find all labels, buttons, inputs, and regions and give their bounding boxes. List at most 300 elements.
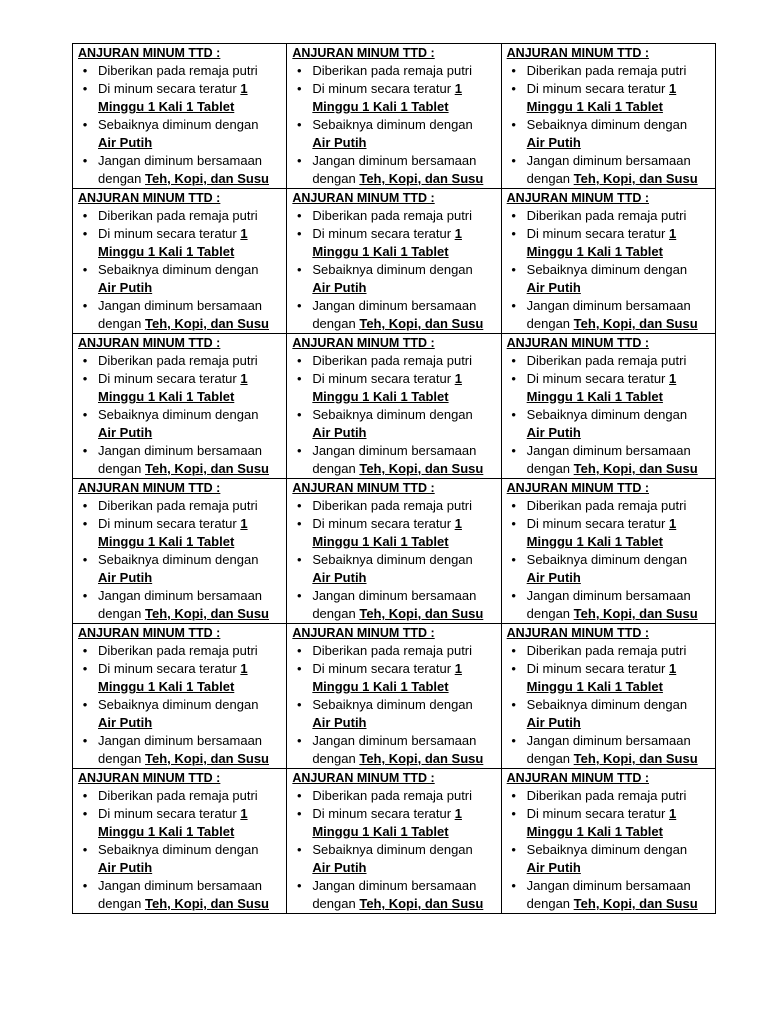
bullet-icon: • xyxy=(297,661,302,676)
bullet-icon: • xyxy=(82,552,88,567)
item-avoid-highlight: Teh, Kopi, dan Susu xyxy=(145,316,269,331)
item-avoid-text-b: dengan xyxy=(526,171,571,186)
card-item-list xyxy=(292,207,500,333)
card-item-list xyxy=(507,642,715,768)
bullet-icon: • xyxy=(297,353,302,368)
item-avoid-text-a: Jangan diminum bersamaan xyxy=(526,443,691,458)
item-schedule-highlight-b: Minggu 1 Kali 1 Tablet xyxy=(526,244,663,259)
item-schedule-highlight-a: 1 xyxy=(240,661,248,676)
label-card xyxy=(287,334,501,479)
item-schedule-prefix: Di minum xyxy=(526,226,582,241)
item-avoid-text-b: dengan xyxy=(526,896,571,911)
card-title: ANJURAN MINUM TTD : xyxy=(78,626,221,640)
item-schedule-text: secara teratur xyxy=(370,806,452,821)
item-water-highlight: Air Putih xyxy=(98,860,153,875)
card-item-given-to xyxy=(507,497,715,515)
item-water-text: Sebaiknya diminum dengan xyxy=(526,262,688,277)
item-water-text: Sebaiknya diminum dengan xyxy=(526,552,688,567)
label-row xyxy=(73,769,716,914)
item-water-highlight: Air Putih xyxy=(312,280,367,295)
card-item-avoid xyxy=(292,587,500,623)
bullet-icon: • xyxy=(511,842,516,857)
label-card xyxy=(73,479,287,624)
item-given-to-text: Diberikan pada remaja putri xyxy=(98,788,258,803)
item-avoid-text-b: dengan xyxy=(312,751,356,766)
card-item-avoid xyxy=(78,442,286,478)
item-schedule-text: secara teratur xyxy=(585,806,666,821)
item-schedule-highlight-a: 1 xyxy=(454,806,462,821)
card-item-schedule xyxy=(78,805,286,841)
item-water-text: Sebaiknya diminum dengan xyxy=(312,117,473,132)
label-row xyxy=(73,44,716,189)
bullet-icon: • xyxy=(82,443,88,458)
item-schedule-text: secara teratur xyxy=(585,371,666,386)
item-avoid-text-a: Jangan diminum bersamaan xyxy=(98,298,263,313)
bullet-icon: • xyxy=(297,298,302,313)
card-item-given-to xyxy=(292,62,500,80)
card-item-avoid xyxy=(507,587,715,623)
item-given-to-text: Diberikan pada remaja putri xyxy=(312,643,473,658)
item-schedule-prefix: Di minum xyxy=(526,806,582,821)
bullet-icon: • xyxy=(511,226,516,241)
item-avoid-text-a: Jangan diminum bersamaan xyxy=(526,298,691,313)
item-schedule-text: secara teratur xyxy=(585,81,666,96)
card-item-list xyxy=(507,352,715,478)
bullet-icon: • xyxy=(297,208,302,223)
card-item-avoid xyxy=(78,297,286,333)
card-item-avoid xyxy=(292,152,500,188)
card-title: ANJURAN MINUM TTD : xyxy=(292,191,435,205)
item-water-highlight: Air Putih xyxy=(98,135,153,150)
card-item-list xyxy=(78,207,286,333)
card-item-schedule xyxy=(507,515,715,551)
item-schedule-highlight-b: Minggu 1 Kali 1 Tablet xyxy=(98,244,235,259)
item-water-text: Sebaiknya diminum dengan xyxy=(98,117,259,132)
card-item-avoid xyxy=(292,732,500,768)
card-item-given-to xyxy=(292,642,500,660)
item-schedule-text: secara teratur xyxy=(156,516,237,531)
item-schedule-prefix: Di minum xyxy=(312,661,368,676)
card-item-water xyxy=(507,116,715,152)
bullet-icon: • xyxy=(82,806,88,821)
bullet-icon: • xyxy=(511,371,516,386)
item-schedule-prefix: Di minum xyxy=(312,226,368,241)
item-given-to-text: Diberikan pada remaja putri xyxy=(312,353,473,368)
label-card xyxy=(73,769,287,914)
item-avoid-highlight: Teh, Kopi, dan Susu xyxy=(573,896,698,911)
item-avoid-highlight: Teh, Kopi, dan Susu xyxy=(573,751,698,766)
bullet-icon: • xyxy=(511,516,516,531)
bullet-icon: • xyxy=(511,262,516,277)
item-given-to-text: Diberikan pada remaja putri xyxy=(312,788,473,803)
item-water-text: Sebaiknya diminum dengan xyxy=(526,407,688,422)
bullet-icon: • xyxy=(511,407,516,422)
bullet-icon: • xyxy=(82,661,88,676)
item-avoid-text-b: dengan xyxy=(526,461,571,476)
item-avoid-text-a: Jangan diminum bersamaan xyxy=(526,588,691,603)
bullet-icon: • xyxy=(82,117,88,132)
bullet-icon: • xyxy=(511,208,516,223)
item-avoid-highlight: Teh, Kopi, dan Susu xyxy=(359,751,484,766)
item-water-highlight: Air Putih xyxy=(312,715,367,730)
item-water-text: Sebaiknya diminum dengan xyxy=(526,117,688,132)
item-schedule-highlight-b: Minggu 1 Kali 1 Tablet xyxy=(98,824,235,839)
bullet-icon: • xyxy=(82,697,88,712)
item-avoid-highlight: Teh, Kopi, dan Susu xyxy=(573,606,698,621)
item-water-text: Sebaiknya diminum dengan xyxy=(312,262,473,277)
card-item-schedule xyxy=(507,805,715,841)
bullet-icon: • xyxy=(297,733,302,748)
item-avoid-text-a: Jangan diminum bersamaan xyxy=(312,298,477,313)
item-schedule-highlight-b: Minggu 1 Kali 1 Tablet xyxy=(312,534,449,549)
card-item-list xyxy=(78,497,286,623)
item-schedule-prefix: Di minum xyxy=(98,371,153,386)
item-avoid-text-a: Jangan diminum bersamaan xyxy=(98,153,263,168)
bullet-icon: • xyxy=(82,733,88,748)
bullet-icon: • xyxy=(82,788,88,803)
card-item-avoid xyxy=(78,587,286,623)
item-schedule-prefix: Di minum xyxy=(98,516,153,531)
item-water-text: Sebaiknya diminum dengan xyxy=(312,842,473,857)
item-avoid-highlight: Teh, Kopi, dan Susu xyxy=(573,316,698,331)
bullet-icon: • xyxy=(511,788,516,803)
item-water-text: Sebaiknya diminum dengan xyxy=(98,842,259,857)
card-item-given-to xyxy=(292,352,500,370)
item-avoid-text-b: dengan xyxy=(98,606,142,621)
item-schedule-text: secara teratur xyxy=(156,661,237,676)
card-item-given-to xyxy=(507,62,715,80)
item-given-to-text: Diberikan pada remaja putri xyxy=(312,63,473,78)
item-water-highlight: Air Putih xyxy=(312,135,367,150)
item-schedule-highlight-a: 1 xyxy=(669,661,677,676)
item-schedule-text: secara teratur xyxy=(370,516,452,531)
bullet-icon: • xyxy=(82,208,88,223)
item-schedule-highlight-a: 1 xyxy=(454,516,462,531)
card-item-water xyxy=(507,261,715,297)
item-schedule-text: secara teratur xyxy=(370,371,452,386)
item-avoid-text-b: dengan xyxy=(98,461,142,476)
card-item-list xyxy=(78,352,286,478)
item-schedule-text: secara teratur xyxy=(156,226,237,241)
card-item-list xyxy=(507,497,715,623)
item-schedule-highlight-b: Minggu 1 Kali 1 Tablet xyxy=(98,679,235,694)
item-water-highlight: Air Putih xyxy=(526,135,581,150)
item-avoid-text-a: Jangan diminum bersamaan xyxy=(98,878,263,893)
item-schedule-highlight-b: Minggu 1 Kali 1 Tablet xyxy=(98,389,235,404)
card-title: ANJURAN MINUM TTD : xyxy=(78,46,221,60)
bullet-icon: • xyxy=(297,407,302,422)
item-water-highlight: Air Putih xyxy=(312,425,367,440)
card-title: ANJURAN MINUM TTD : xyxy=(506,336,650,350)
card-item-list xyxy=(78,62,286,188)
bullet-icon: • xyxy=(82,878,88,893)
card-item-schedule xyxy=(507,370,715,406)
card-title: ANJURAN MINUM TTD : xyxy=(506,771,650,785)
card-item-water xyxy=(507,551,715,587)
card-item-schedule xyxy=(292,225,500,261)
bullet-icon: • xyxy=(82,498,88,513)
item-given-to-text: Diberikan pada remaja putri xyxy=(526,353,687,368)
card-item-list xyxy=(507,62,715,188)
card-item-given-to xyxy=(78,62,286,80)
item-schedule-highlight-a: 1 xyxy=(240,81,248,96)
label-card xyxy=(287,479,501,624)
item-schedule-text: secara teratur xyxy=(156,806,237,821)
card-item-schedule xyxy=(78,80,286,116)
item-schedule-prefix: Di minum xyxy=(312,81,368,96)
item-avoid-highlight: Teh, Kopi, dan Susu xyxy=(359,461,484,476)
bullet-icon: • xyxy=(297,371,302,386)
card-item-water xyxy=(78,406,286,442)
item-schedule-prefix: Di minum xyxy=(98,81,153,96)
card-item-avoid xyxy=(507,442,715,478)
item-water-text: Sebaiknya diminum dengan xyxy=(312,552,473,567)
item-water-highlight: Air Putih xyxy=(526,425,581,440)
item-given-to-text: Diberikan pada remaja putri xyxy=(98,208,258,223)
card-title: ANJURAN MINUM TTD : xyxy=(506,46,650,60)
card-item-water xyxy=(78,261,286,297)
item-water-text: Sebaiknya diminum dengan xyxy=(526,842,688,857)
card-item-avoid xyxy=(507,732,715,768)
item-water-text: Sebaiknya diminum dengan xyxy=(98,407,259,422)
item-avoid-text-b: dengan xyxy=(98,896,142,911)
card-item-avoid xyxy=(292,442,500,478)
item-schedule-highlight-a: 1 xyxy=(240,226,248,241)
card-item-schedule xyxy=(507,225,715,261)
bullet-icon: • xyxy=(82,226,88,241)
bullet-icon: • xyxy=(511,733,516,748)
item-schedule-highlight-a: 1 xyxy=(240,806,248,821)
item-water-highlight: Air Putih xyxy=(526,280,581,295)
item-avoid-highlight: Teh, Kopi, dan Susu xyxy=(145,461,269,476)
item-schedule-text: secara teratur xyxy=(370,81,452,96)
bullet-icon: • xyxy=(297,643,302,658)
item-given-to-text: Diberikan pada remaja putri xyxy=(526,63,687,78)
item-avoid-text-a: Jangan diminum bersamaan xyxy=(526,733,691,748)
item-avoid-text-a: Jangan diminum bersamaan xyxy=(98,588,263,603)
card-item-avoid xyxy=(507,297,715,333)
item-avoid-text-b: dengan xyxy=(312,461,356,476)
bullet-icon: • xyxy=(82,588,88,603)
card-item-water xyxy=(292,696,500,732)
item-water-highlight: Air Putih xyxy=(526,570,581,585)
card-item-schedule xyxy=(292,80,500,116)
card-item-schedule xyxy=(78,515,286,551)
item-schedule-highlight-b: Minggu 1 Kali 1 Tablet xyxy=(98,99,235,114)
bullet-icon: • xyxy=(511,63,516,78)
item-schedule-highlight-b: Minggu 1 Kali 1 Tablet xyxy=(312,679,449,694)
card-item-given-to xyxy=(507,207,715,225)
card-title: ANJURAN MINUM TTD : xyxy=(78,191,221,205)
item-schedule-text: secara teratur xyxy=(585,516,666,531)
bullet-icon: • xyxy=(511,498,516,513)
item-avoid-highlight: Teh, Kopi, dan Susu xyxy=(145,751,269,766)
bullet-icon: • xyxy=(82,262,88,277)
bullet-icon: • xyxy=(82,298,88,313)
item-given-to-text: Diberikan pada remaja putri xyxy=(526,498,687,513)
card-title: ANJURAN MINUM TTD : xyxy=(78,336,221,350)
item-schedule-highlight-a: 1 xyxy=(454,661,462,676)
bullet-icon: • xyxy=(82,371,88,386)
item-avoid-highlight: Teh, Kopi, dan Susu xyxy=(359,896,484,911)
bullet-icon: • xyxy=(297,516,302,531)
item-water-text: Sebaiknya diminum dengan xyxy=(312,407,473,422)
item-avoid-text-b: dengan xyxy=(312,171,356,186)
label-sheet xyxy=(72,43,716,914)
label-card xyxy=(501,334,715,479)
card-item-water xyxy=(78,551,286,587)
label-card xyxy=(501,189,715,334)
item-avoid-text-b: dengan xyxy=(312,896,356,911)
card-item-list xyxy=(78,642,286,768)
card-title: ANJURAN MINUM TTD : xyxy=(292,626,435,640)
item-water-highlight: Air Putih xyxy=(312,860,367,875)
card-item-schedule xyxy=(78,660,286,696)
label-row xyxy=(73,189,716,334)
item-schedule-text: secara teratur xyxy=(585,661,666,676)
item-schedule-text: secara teratur xyxy=(370,661,452,676)
item-given-to-text: Diberikan pada remaja putri xyxy=(312,208,473,223)
item-schedule-highlight-a: 1 xyxy=(669,371,677,386)
bullet-icon: • xyxy=(82,353,88,368)
card-item-list xyxy=(292,642,500,768)
item-avoid-text-b: dengan xyxy=(526,751,571,766)
item-schedule-highlight-a: 1 xyxy=(669,81,677,96)
item-avoid-text-a: Jangan diminum bersamaan xyxy=(98,443,263,458)
bullet-icon: • xyxy=(511,81,516,96)
bullet-icon: • xyxy=(297,262,302,277)
card-title: ANJURAN MINUM TTD : xyxy=(292,46,435,60)
item-schedule-highlight-b: Minggu 1 Kali 1 Tablet xyxy=(98,534,235,549)
item-given-to-text: Diberikan pada remaja putri xyxy=(98,63,258,78)
item-schedule-highlight-a: 1 xyxy=(454,81,462,96)
card-item-water xyxy=(78,116,286,152)
label-card xyxy=(73,334,287,479)
item-schedule-text: secara teratur xyxy=(156,81,237,96)
bullet-icon: • xyxy=(297,878,302,893)
card-item-given-to xyxy=(78,352,286,370)
item-schedule-highlight-a: 1 xyxy=(669,226,677,241)
label-card xyxy=(501,479,715,624)
card-item-water xyxy=(292,406,500,442)
bullet-icon: • xyxy=(297,498,302,513)
item-schedule-prefix: Di minum xyxy=(98,661,153,676)
item-water-text: Sebaiknya diminum dengan xyxy=(98,552,259,567)
item-schedule-highlight-a: 1 xyxy=(454,226,462,241)
card-item-water xyxy=(78,841,286,877)
item-avoid-text-a: Jangan diminum bersamaan xyxy=(312,443,477,458)
item-schedule-highlight-b: Minggu 1 Kali 1 Tablet xyxy=(526,534,663,549)
item-avoid-text-a: Jangan diminum bersamaan xyxy=(312,878,477,893)
bullet-icon: • xyxy=(511,298,516,313)
card-title: ANJURAN MINUM TTD : xyxy=(292,481,435,495)
label-row xyxy=(73,479,716,624)
card-item-avoid xyxy=(507,877,715,913)
card-item-given-to xyxy=(507,352,715,370)
item-schedule-highlight-b: Minggu 1 Kali 1 Tablet xyxy=(526,389,663,404)
bullet-icon: • xyxy=(511,443,516,458)
bullet-icon: • xyxy=(82,63,88,78)
item-avoid-text-b: dengan xyxy=(526,316,571,331)
item-avoid-text-a: Jangan diminum bersamaan xyxy=(526,153,691,168)
bullet-icon: • xyxy=(511,643,516,658)
item-avoid-highlight: Teh, Kopi, dan Susu xyxy=(145,171,269,186)
item-avoid-text-b: dengan xyxy=(312,316,356,331)
item-avoid-text-a: Jangan diminum bersamaan xyxy=(526,878,691,893)
item-schedule-prefix: Di minum xyxy=(526,81,582,96)
bullet-icon: • xyxy=(297,806,302,821)
card-item-avoid xyxy=(78,152,286,188)
card-item-avoid xyxy=(292,877,500,913)
item-schedule-prefix: Di minum xyxy=(526,661,582,676)
card-item-schedule xyxy=(507,660,715,696)
item-avoid-text-b: dengan xyxy=(526,606,571,621)
item-schedule-highlight-a: 1 xyxy=(454,371,462,386)
card-item-avoid xyxy=(292,297,500,333)
item-water-highlight: Air Putih xyxy=(98,715,153,730)
card-item-given-to xyxy=(292,207,500,225)
card-item-water xyxy=(507,696,715,732)
card-item-schedule xyxy=(507,80,715,116)
card-item-avoid xyxy=(507,152,715,188)
item-avoid-highlight: Teh, Kopi, dan Susu xyxy=(573,461,698,476)
item-schedule-highlight-b: Minggu 1 Kali 1 Tablet xyxy=(526,824,663,839)
card-item-list xyxy=(292,787,500,913)
label-row xyxy=(73,624,716,769)
bullet-icon: • xyxy=(82,643,88,658)
item-water-text: Sebaiknya diminum dengan xyxy=(526,697,688,712)
bullet-icon: • xyxy=(511,153,516,168)
bullet-icon: • xyxy=(297,63,302,78)
item-given-to-text: Diberikan pada remaja putri xyxy=(98,353,258,368)
item-water-highlight: Air Putih xyxy=(526,715,581,730)
bullet-icon: • xyxy=(511,353,516,368)
bullet-icon: • xyxy=(297,552,302,567)
card-title: ANJURAN MINUM TTD : xyxy=(506,191,650,205)
label-card xyxy=(287,624,501,769)
item-water-highlight: Air Putih xyxy=(312,570,367,585)
item-water-text: Sebaiknya diminum dengan xyxy=(312,697,473,712)
item-avoid-highlight: Teh, Kopi, dan Susu xyxy=(359,171,484,186)
item-avoid-text-b: dengan xyxy=(312,606,356,621)
bullet-icon: • xyxy=(511,878,516,893)
item-water-highlight: Air Putih xyxy=(98,425,153,440)
label-card xyxy=(287,769,501,914)
label-card xyxy=(73,189,287,334)
item-schedule-highlight-b: Minggu 1 Kali 1 Tablet xyxy=(526,99,663,114)
item-schedule-highlight-a: 1 xyxy=(240,516,248,531)
card-item-water xyxy=(292,116,500,152)
card-item-schedule xyxy=(292,660,500,696)
bullet-icon: • xyxy=(297,842,302,857)
bullet-icon: • xyxy=(297,443,302,458)
card-item-given-to xyxy=(78,207,286,225)
item-schedule-prefix: Di minum xyxy=(312,371,368,386)
bullet-icon: • xyxy=(511,117,516,132)
item-avoid-text-b: dengan xyxy=(98,316,142,331)
bullet-icon: • xyxy=(82,842,88,857)
label-card xyxy=(501,624,715,769)
bullet-icon: • xyxy=(297,226,302,241)
item-avoid-highlight: Teh, Kopi, dan Susu xyxy=(573,171,698,186)
bullet-icon: • xyxy=(297,153,302,168)
bullet-icon: • xyxy=(82,516,88,531)
item-avoid-text-a: Jangan diminum bersamaan xyxy=(98,733,263,748)
card-item-given-to xyxy=(507,642,715,660)
card-title: ANJURAN MINUM TTD : xyxy=(78,771,221,785)
item-water-highlight: Air Putih xyxy=(526,860,581,875)
card-item-schedule xyxy=(292,805,500,841)
